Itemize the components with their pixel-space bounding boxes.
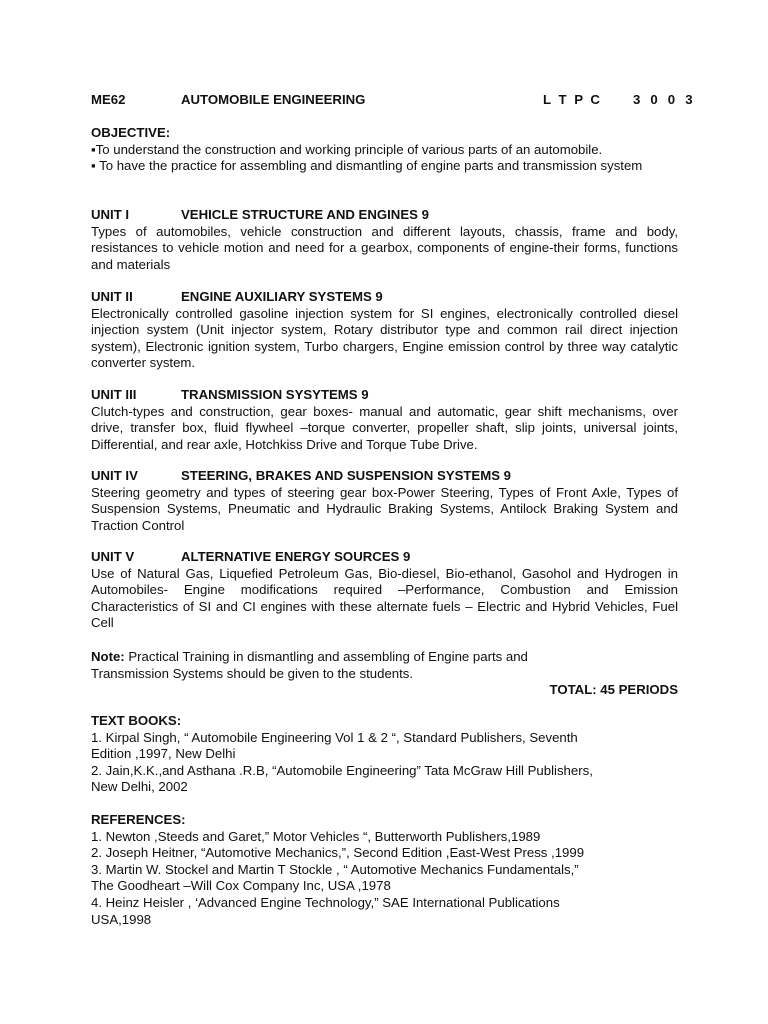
text-books-section: [91, 713, 678, 796]
text-book-line: 1. Kirpal Singh, “ Automobile Engineering Vol 1 & 2 “, Standard Publishers, Seventh: [91, 729, 578, 745]
unit-title: VEHICLE STRUCTURE AND ENGINES 9: [181, 207, 429, 222]
text-books-heading: TEXT BOOKS:: [91, 713, 182, 728]
reference-line: 2. Joseph Heitner, “Automotive Mechanics,”, Second Edition ,East-West Press ,1999: [91, 845, 585, 861]
total-periods: TOTAL: 45 PERIODS: [549, 682, 678, 698]
unit-section: [91, 468, 678, 534]
unit-heading: [91, 468, 678, 485]
unit-number: UNIT I: [91, 207, 130, 222]
unit-heading: [91, 549, 678, 566]
text-book-line: Edition ,1997, New Delhi: [91, 746, 236, 762]
reference-line: The Goodheart –Will Cox Company Inc, USA ,1978: [91, 878, 391, 894]
unit-section: [91, 549, 678, 632]
course-title: AUTOMOBILE ENGINEERING: [181, 92, 366, 107]
unit-number: UNIT II: [91, 289, 133, 304]
ltpc-value: 3 0 0 3: [633, 92, 696, 107]
reference-line: USA,1998: [91, 911, 152, 927]
text-book-line: New Delhi, 2002: [91, 779, 188, 795]
unit-body: Steering geometry and types of steering gear box-Power Steering, Types of Front Axle, Types of Suspension Systems, Pneumatic and Hydraulic Braking Systems, Antilock Braking System and Traction Control: [91, 484, 678, 533]
unit-number: UNIT IV: [91, 468, 138, 483]
text-book-line: 2. Jain,K.K.,and Asthana .R.B, “Automobile Engineering” Tata McGraw Hill Publishers,: [91, 762, 593, 778]
note-line: [91, 649, 678, 666]
references-section: [91, 812, 678, 928]
note-line: Transmission Systems should be given to the students.: [91, 665, 414, 681]
unit-title: ENGINE AUXILIARY SYSTEMS 9: [181, 289, 383, 304]
unit-heading: [91, 207, 678, 224]
objective-item: ▪To understand the construction and working principle of various parts of an automobile.: [91, 141, 603, 157]
ltpc-label: L T P C: [543, 92, 602, 107]
unit-number: UNIT III: [91, 387, 137, 402]
unit-body: Use of Natural Gas, Liquefied Petroleum Gas, Bio-diesel, Bio-ethanol, Gasohol and Hydrogen in Automobiles- Engine modifications required –Performance, Combustion and Emission Characteristics of SI and CI engines with these alternate fuels – Electric and Hybrid Vehicles, Fuel Cell: [91, 565, 678, 631]
unit-number: UNIT V: [91, 549, 135, 564]
unit-heading: [91, 387, 678, 404]
unit-body: Electronically controlled gasoline injection system for SI engines, electronically controlled diesel injection system (Unit injector system, Rotary distributor type and common rail direct injection system), Electronic ignition system, Turbo chargers, Engine emission control by three way catalytic converter system.: [91, 305, 678, 371]
unit-heading: [91, 289, 678, 306]
reference-line: 4. Heinz Heisler , ‘Advanced Engine Technology,” SAE International Publications: [91, 894, 560, 910]
course-header: [91, 92, 696, 109]
course-code: ME62: [91, 92, 126, 107]
objective-section: [91, 125, 678, 175]
note-section: [91, 649, 678, 699]
objective-heading: OBJECTIVE:: [91, 125, 171, 140]
unit-body: Types of automobiles, vehicle construction and different layouts, chassis, frame and body, resistances to vehicle motion and need for a gearbox, components of engine-their forms, functions and materials: [91, 223, 678, 272]
note-text: Practical Training in dismantling and assembling of Engine parts and: [124, 649, 528, 664]
objective-item: ▪ To have the practice for assembling and dismantling of engine parts and transmission system: [91, 158, 643, 174]
note-label: Note:: [91, 649, 125, 664]
unit-section: [91, 289, 678, 372]
unit-title: TRANSMISSION SYSYTEMS 9: [181, 387, 369, 402]
unit-body: Clutch-types and construction, gear boxes- manual and automatic, gear shift mechanisms, over drive, transfer box, fluid flywheel –torque converter, propeller shaft, slip joints, universal joints, Differential, and rear axle, Hotchkiss Drive and Torque Tube Drive.: [91, 403, 678, 452]
references-heading: REFERENCES:: [91, 812, 186, 827]
unit-section: [91, 207, 678, 273]
unit-title: ALTERNATIVE ENERGY SOURCES 9: [181, 549, 411, 564]
reference-line: 3. Martin W. Stockel and Martin T Stockle , “ Automotive Mechanics Fundamentals,”: [91, 861, 579, 877]
unit-title: STEERING, BRAKES AND SUSPENSION SYSTEMS 9: [181, 468, 511, 483]
reference-line: 1. Newton ,Steeds and Garet,” Motor Vehicles “, Butterworth Publishers,1989: [91, 828, 541, 844]
unit-section: [91, 387, 678, 453]
